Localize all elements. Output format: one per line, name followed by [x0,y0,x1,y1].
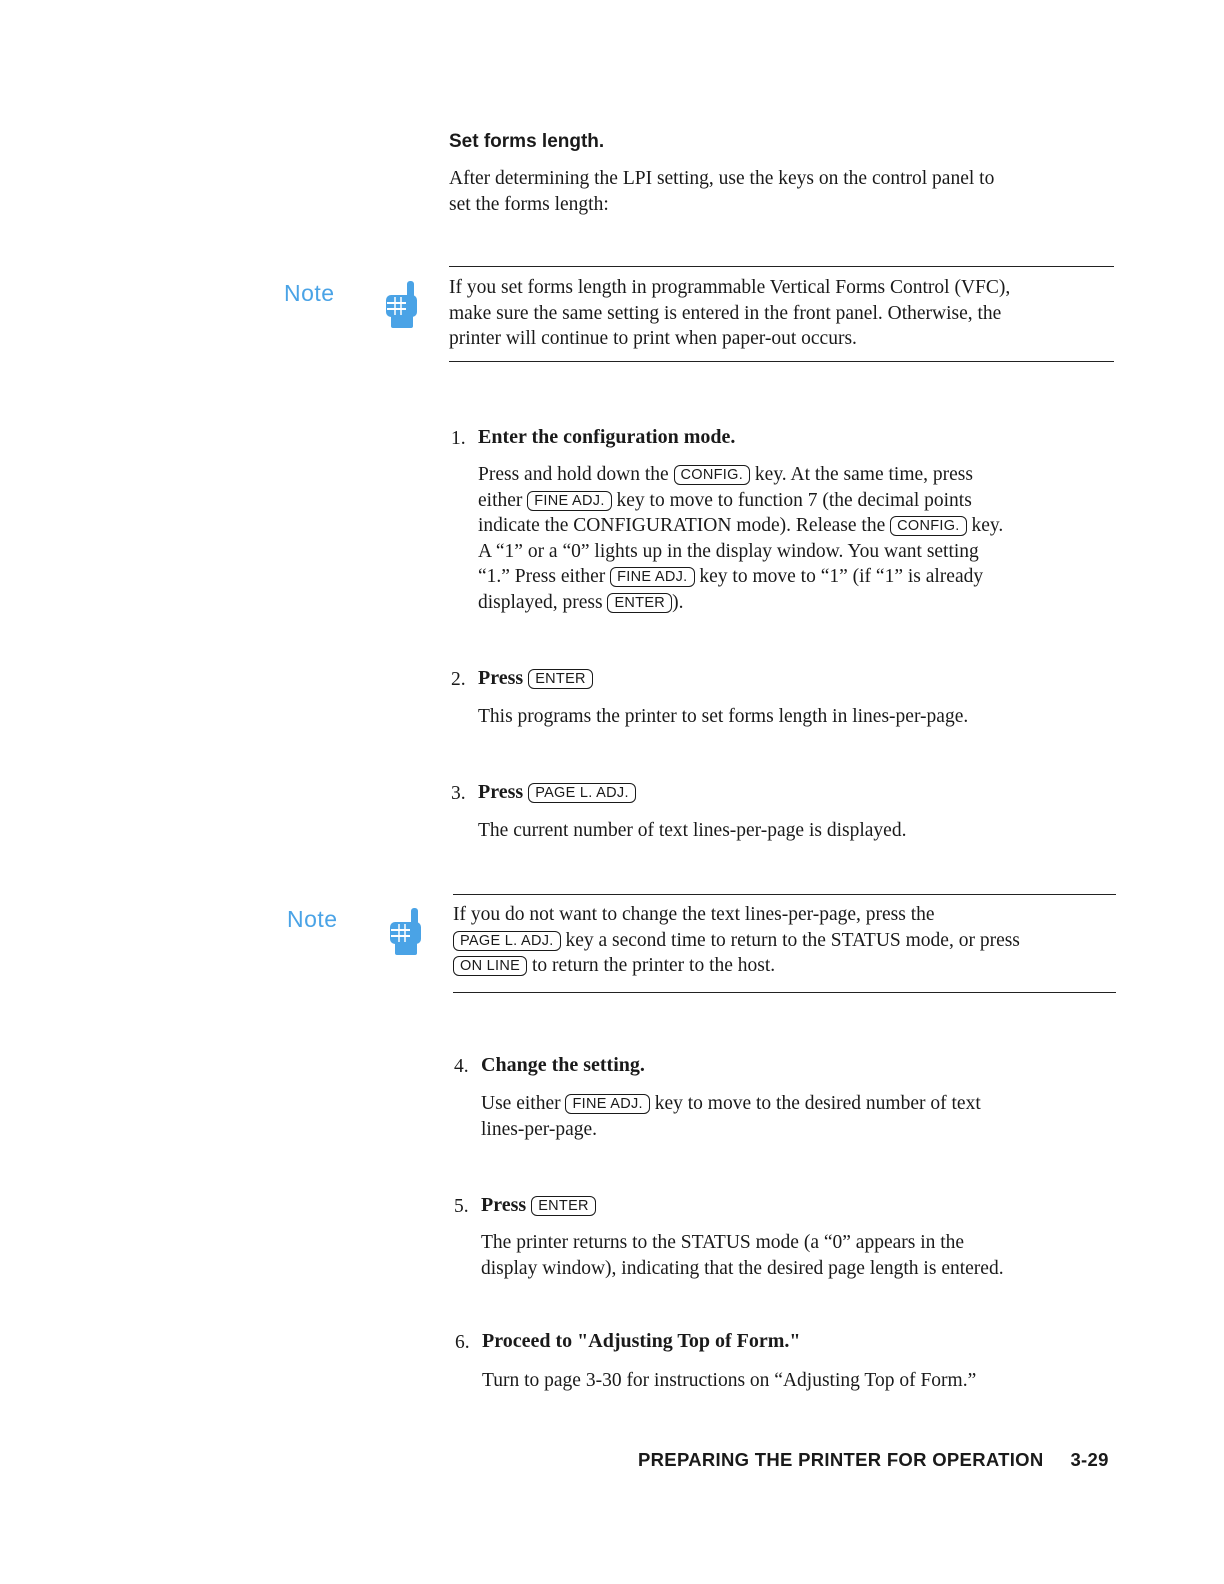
step-1-description [478,462,1003,615]
section-heading: Set forms length. [449,131,605,152]
step-line: The printer returns to the STATUS mode (a “0” appears in the [481,1232,965,1253]
step-number: 3. [451,783,466,804]
step-number: 5. [454,1196,469,1217]
intro-line: set the forms length: [449,193,609,215]
step-title: Press PAGE L. ADJ. [478,781,636,804]
note-text [449,275,1010,352]
step-line: indicate the CONFIGURATION mode). Release the CONFIG. key. [478,515,1004,536]
step-title: Enter the configuration mode. [478,426,736,448]
fine-adj-key: FINE ADJ. [527,491,611,511]
note-line: If you do not want to change the text lines-per-page, press the [453,904,935,925]
footer-title: PREPARING THE PRINTER FOR OPERATION [638,1449,1044,1470]
intro-line: After determining the LPI setting, use the keys on the control panel to [449,168,995,189]
step-number: 2. [451,669,466,690]
note-label: Note [287,906,338,932]
step-number: 6. [455,1332,470,1353]
step-line: Use either FINE ADJ. key to move to the desired number of text [481,1093,981,1114]
step-line: either FINE ADJ. key to move to function 7 (the decimal points [478,489,972,511]
step-line: Press and hold down the CONFIG. key. At the same time, press [478,464,973,485]
step-5-description [481,1230,1004,1281]
page-l-adj-key: PAGE L. ADJ. [453,931,561,951]
page-number: 3-29 [1070,1449,1109,1470]
running-footer [638,1449,1109,1471]
note-line: PAGE L. ADJ. key a second time to return to the STATUS mode, or press [453,928,1020,954]
step-line: A “1” or a “0” lights up in the display window. You want setting [478,540,979,562]
step-line: displayed, press ENTER ). [478,591,684,613]
note-line: If you set forms length in programmable Vertical Forms Control (VFC), [449,277,1011,298]
enter-key: ENTER [531,1196,596,1216]
step-title: Change the setting. [481,1054,645,1076]
config-key: CONFIG. [890,516,967,536]
page-l-adj-key: PAGE L. ADJ. [528,783,636,803]
step-description: This programs the printer to set forms length in lines-per-page. [478,706,969,727]
note-line: make sure the same setting is entered in the front panel. Otherwise, the [449,302,1002,324]
note-line: ON LINE to return the printer to the host. [453,953,1020,979]
on-line-key: ON LINE [453,956,527,976]
note-rule-bottom [449,361,1114,362]
pointing-hand-icon [387,908,423,956]
note-text [453,902,1020,979]
enter-key: ENTER [528,669,593,689]
config-key: CONFIG. [674,465,751,485]
note-rule-top [449,266,1114,267]
step-line: lines-per-page. [481,1118,598,1140]
note-label: Note [284,280,335,306]
step-line: display window), indicating that the desired page length is entered. [481,1257,1004,1279]
step-number: 4. [454,1056,469,1077]
intro-paragraph [449,166,994,217]
step-4-description [481,1091,981,1142]
fine-adj-key: FINE ADJ. [610,567,694,587]
pointing-hand-icon [383,281,419,329]
step-description: The current number of text lines-per-page is displayed. [478,820,907,841]
step-title: Press ENTER [478,667,593,690]
note-rule-top [453,894,1116,895]
step-description: Turn to page 3-30 for instructions on “Adjusting Top of Form.” [482,1370,977,1391]
note-rule-bottom [453,992,1116,993]
step-number: 1. [451,428,466,449]
step-title: Proceed to "Adjusting Top of Form." [482,1330,801,1352]
step-line: “1.” Press either FINE ADJ. key to move to “1” (if “1” is already [478,566,984,587]
fine-adj-key: FINE ADJ. [565,1094,649,1114]
step-title: Press ENTER [481,1194,596,1217]
note-line: printer will continue to print when paper-out occurs. [449,328,857,349]
enter-key: ENTER [607,593,672,613]
